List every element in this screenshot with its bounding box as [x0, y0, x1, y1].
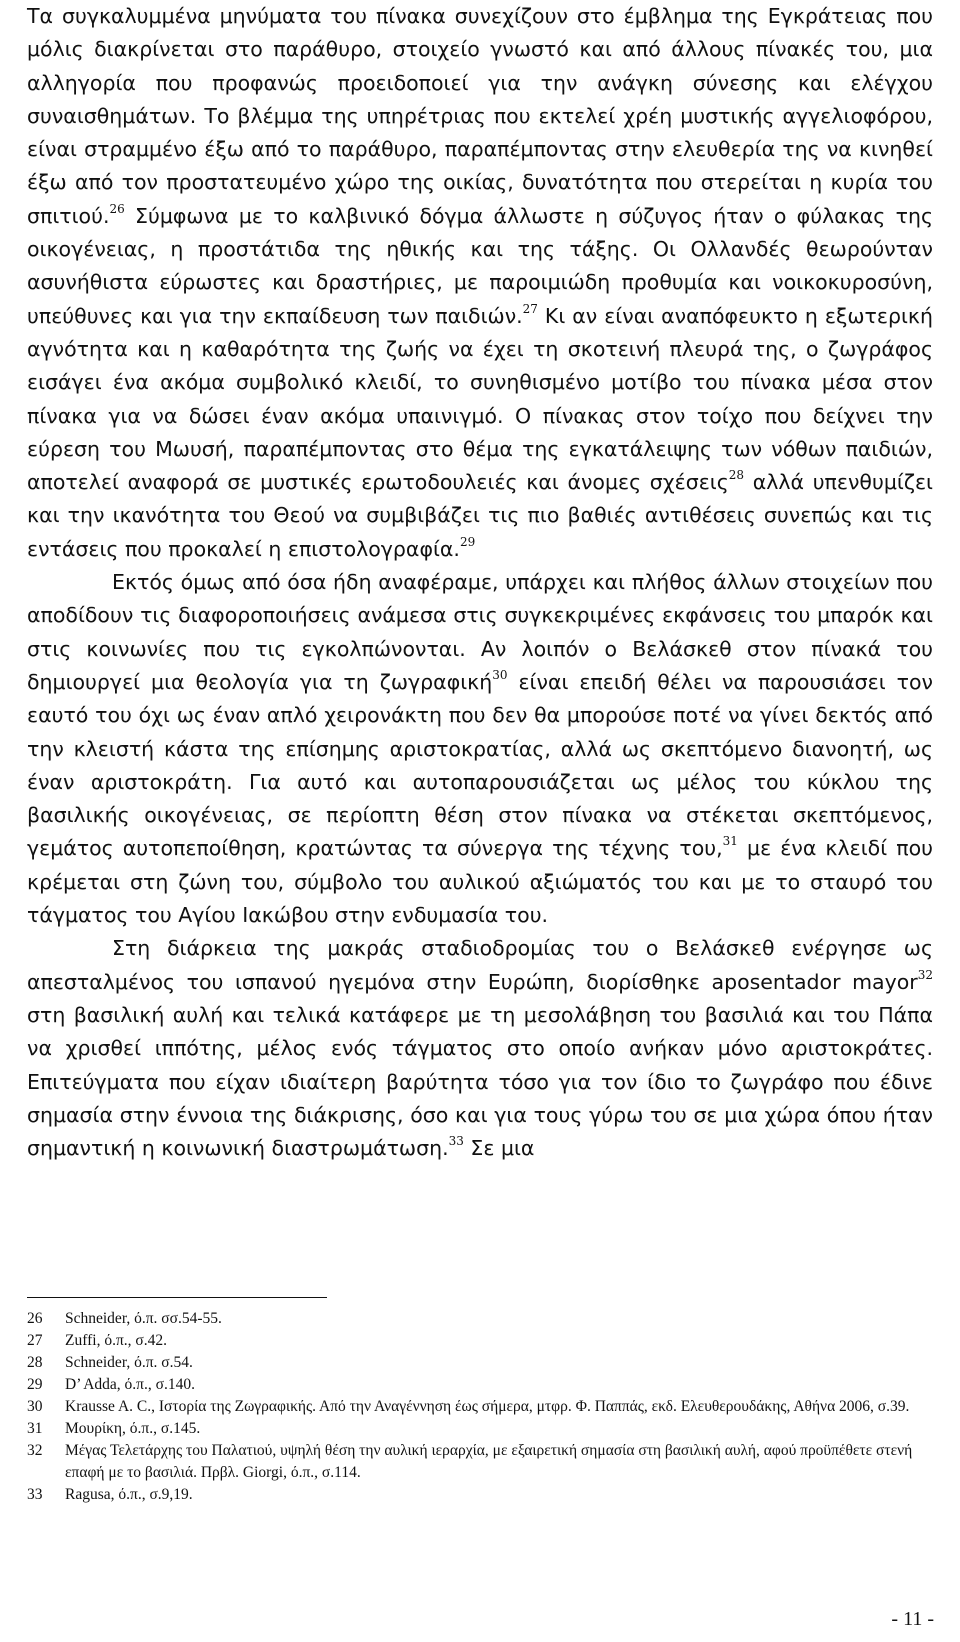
paragraph-text: Σύμφωνα με το καλβινικό δόγμα άλλωστε η σύζυγος ήταν ο φύλακας της οικογένειας, η προστάτιδα της ηθικής και της τάξης. Οι Ολλανδές θεωρούνταν ασυνήθιστα εύρωστες και δραστήριες, με παροιμιώδη προθυμία και νοικοκυροσύνη, υπεύθυνες και για την εκπαίδευση των παιδιών.	[27, 203, 933, 328]
paragraph	[27, 932, 933, 1165]
paragraph	[27, 566, 933, 932]
footnote	[27, 1440, 933, 1484]
footnote	[27, 1330, 933, 1352]
footnote	[27, 1352, 933, 1374]
paragraph-text: Κι αν είναι αναπόφευκτο η εξωτερική αγνότητα και η καθαρότητα της ζωής να έχει τη σκοτεινή πλευρά της, ο ζωγράφος εισάγει ένα ακόμα συμβολικό κλειδί, το συνηθισμένο μοτίβο του πίνακα μέσα στον πίνακα για να δώσει έναν ακόμα υπαινιγμό. Ο πίνακας στον τοίχο που δείχνει την εύρεση του Μωυσή, παραπέμποντας στο θέμα της εγκατάλειψης των νόθων παιδιών, αποτελεί αναφορά σε μυστικές ερωτοδουλειές και άνομες σχέσεις	[27, 303, 933, 495]
footnotes	[27, 1308, 933, 1506]
footnote	[27, 1484, 933, 1506]
footnote-text: Μουρίκη, ό.π., σ.145.	[65, 1420, 201, 1437]
footnote-text: Zuffi, ό.π., σ.42.	[65, 1332, 167, 1349]
footnote-separator	[27, 1297, 327, 1298]
footnote-reference[interactable]: 26	[109, 201, 125, 216]
footnote	[27, 1396, 933, 1418]
footnote-reference[interactable]: 33	[448, 1134, 464, 1149]
footnote-number: 26	[27, 1310, 43, 1327]
footnote-number: 31	[27, 1420, 43, 1437]
footnote-reference[interactable]: 32	[917, 967, 933, 982]
footnote-text: Μέγας Τελετάρχης του Παλατιού, υψηλή θέση την αυλική ιεραρχία, με εξαιρετική σημασία στη βασιλική αυλή, αφού προϋπέθετε στενή επαφή με το βασιλιά. Πρβλ. Giorgi, ό.π., σ.114.	[65, 1442, 913, 1481]
footnote-number: 33	[27, 1486, 43, 1503]
paragraph	[27, 0, 933, 566]
footnote-text: D’ Adda, ό.π., σ.140.	[65, 1376, 195, 1393]
footnote-text: Krausse A. C., Ιστορία της Ζωγραφικής. Από την Αναγέννηση έως σήμερα, μτφρ. Φ. Παππάς, εκδ. Ελευθερουδάκης, Αθήνα 2006, σ.39.	[65, 1398, 910, 1415]
footnote	[27, 1308, 933, 1330]
footnote-number: 27	[27, 1332, 43, 1349]
paragraph-text: στη βασιλική αυλή και τελικά κατάφερε με τη μεσολάβηση του βασιλιά και του Πάπα να χρισθεί ιππότης, μέλος ενός τάγματος στο οποίο ανήκαν μόνο αριστοκράτες. Επιτεύγματα που είχαν ιδιαίτερη βαρύτητα τόσο για τον ίδιο το ζωγράφο που έδινε σημασία στην έννοια της διάκρισης, όσο και για τους γύρω του σε μια χώρα όπου ήταν σημαντική η κοινωνική διαστρωμάτωση.	[27, 1002, 933, 1161]
footnote-reference[interactable]: 27	[522, 301, 538, 316]
paragraph-text: αλλά υπενθυμίζει και την ικανότητα του Θεού να συμβιβάζει τις πιο βαθιές αντιθέσεις συνεπώς και τις εντάσεις που προκαλεί η επιστολογραφία.	[27, 470, 933, 561]
paragraph-text: Τα συγκαλυμμένα μηνύματα του πίνακα συνεχίζουν στο έμβλημα της Εγκράτειας που μόλις διακρίνεται στο παράθυρο, στοιχείο γνωστό και από άλλους πίνακές του, μια αλληγορία που προφανώς προειδοποιεί για την ανάγκη σύνεσης και ελέγχου συναισθημάτων. Το βλέμμα της υπηρέτριας που εκτελεί χρέη μυστικής αγγελιοφόρου, είναι στραμμένο έξω από το παράθυρο, παραπέμποντας στην ελευθερία της να κινηθεί έξω από τον προστατευμένο χώρο της οικίας, δυνατότητα που στερείται η κυρία του σπιτιού.	[27, 4, 933, 228]
footnote-number: 30	[27, 1398, 43, 1415]
footnote	[27, 1374, 933, 1396]
footnote-number: 29	[27, 1376, 43, 1393]
footnote-number: 32	[27, 1442, 43, 1459]
footnote-reference[interactable]: 31	[722, 834, 738, 849]
footnote-reference[interactable]: 30	[492, 667, 508, 682]
footnote-text: Schneider, ό.π. σ.54.	[65, 1354, 193, 1371]
body-text	[27, 0, 933, 1165]
page-number: - 11 -	[891, 1608, 934, 1630]
footnote-text: Schneider, ό.π. σσ.54-55.	[65, 1310, 222, 1327]
paragraph-text: Στη διάρκεια της μακράς σταδιοδρομίας του ο Βελάσκεθ ενέργησε ως απεσταλμένος του ισπανού ηγεμόνα στην Ευρώπη, διορίσθηκε aposentador mayor	[27, 936, 933, 994]
footnote-number: 28	[27, 1354, 43, 1371]
paragraph-text: Σε μια	[463, 1136, 535, 1161]
paragraph-text: είναι επειδή θέλει να παρουσιάσει τον εαυτό του όχι ως έναν απλό χειρονάκτη που δεν θα μπορούσε ποτέ να γίνει δεκτός από την κλειστή κάστα της επίσημης αριστοκρατίας, αλλά ως σκεπτόμενο διανοητή, ως έναν αριστοκράτη. Για αυτό και αυτοπαρουσιάζεται ως μέλος του κύκλου της βασιλικής οικογένειας, σε περίοπτη θέση στον πίνακα να στέκεται σκεπτόμενος, γεμάτος αυτοπεποίθηση, κρατώντας τα σύνεργα της τέχνης του,	[27, 669, 933, 861]
footnote	[27, 1418, 933, 1440]
footnote-text: Ragusa, ό.π., σ.9,19.	[65, 1486, 193, 1503]
paragraph-text: Εκτός όμως από όσα ήδη αναφέραμε, υπάρχει και πλήθος άλλων στοιχείων που αποδίδουν τις διαφοροποιήσεις ανάμεσα στις συγκεκριμένες εκφάνσεις του μπαρόκ και στις κοινωνίες που τις εγκολπώνονται. Αν λοιπόν ο Βελάσκεθ στον πίνακά του δημιουργεί μια θεολογία για τη ζωγραφική	[27, 570, 933, 694]
footnote-reference[interactable]: 28	[728, 468, 745, 483]
paragraph-text: με ένα κλειδί που κρέμεται στη ζώνη του, σύμβολο του αυλικού αξιώματός του και με το σταυρό του τάγματος του Αγίου Ιακώβου στην ενδυμασία του.	[27, 836, 933, 928]
footnote-reference[interactable]: 29	[459, 534, 476, 549]
